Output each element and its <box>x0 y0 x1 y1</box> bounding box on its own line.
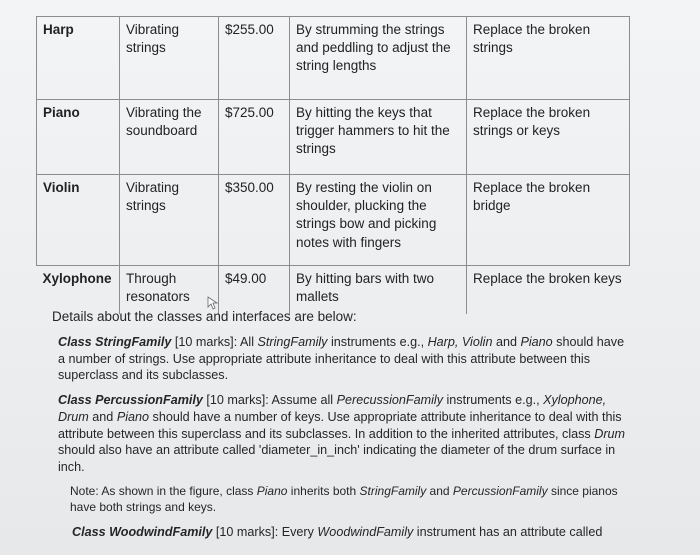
instrument-name: Violin <box>37 175 120 266</box>
how-played: By resting the violin on shoulder, plucking the strings bow and picking notes with fingers <box>290 175 467 266</box>
string-family-paragraph: Class StringFamily [10 marks]: All StringFamily instruments e.g., Harp, Violin and Piano should have a number of strings. Use appropriate attribute inheritance to deal with this attribute between this superclass and its subclasses. <box>58 334 625 383</box>
sound-source: Vibrating the soundboard <box>120 100 219 175</box>
repair: Replace the broken keys <box>467 266 630 315</box>
sound-source: Vibrating strings <box>120 175 219 266</box>
repair: Replace the broken bridge <box>467 175 630 266</box>
table-row <box>37 266 630 315</box>
class-details <box>52 308 632 548</box>
table-row <box>37 17 630 100</box>
note-paragraph: Note: As shown in the figure, class Piano inherits both StringFamily and PercussionFamily since pianos have both strings and keys. <box>70 483 618 514</box>
price: $49.00 <box>219 266 290 315</box>
instrument-name: Xylophone <box>37 266 120 315</box>
instrument-table <box>36 16 630 314</box>
class-title: Class StringFamily <box>58 334 172 349</box>
how-played: By hitting the keys that trigger hammers to hit the strings <box>290 100 467 175</box>
class-title: Class PercussionFamily <box>58 393 203 408</box>
repair: Replace the broken strings <box>467 17 630 100</box>
table-row <box>37 100 630 175</box>
class-title: Class WoodwindFamily <box>72 524 213 539</box>
instrument-name: Piano <box>37 100 120 175</box>
price: $350.00 <box>219 175 290 266</box>
how-played: By strumming the strings and peddling to adjust the string lengths <box>290 17 467 100</box>
details-intro: Details about the classes and interfaces are below: <box>52 309 357 324</box>
repair: Replace the broken strings or keys <box>467 100 630 175</box>
sound-source: Vibrating strings <box>120 17 219 100</box>
instrument-name: Harp <box>37 17 120 100</box>
table-row <box>37 175 630 266</box>
sound-source: Through resonators <box>120 266 219 315</box>
percussion-family-paragraph: Class PercussionFamily [10 marks]: Assume all PerecussionFamily instruments e.g., Xylophone, Drum and Piano should have a number of keys. Use appropriate attribute inheritance to deal with this attribute between this superclass and its subclasses. In addition to the inherited attributes, class Drum should also have an attribute called 'diameter_in_inch' indicating the diameter of the drum surface in inch. <box>58 393 626 475</box>
price: $725.00 <box>219 100 290 175</box>
how-played: By hitting bars with two mallets <box>290 266 467 315</box>
woodwind-family-paragraph: Class WoodwindFamily [10 marks]: Every WoodwindFamily instrument has an attribute called <box>72 524 603 539</box>
price: $255.00 <box>219 17 290 100</box>
